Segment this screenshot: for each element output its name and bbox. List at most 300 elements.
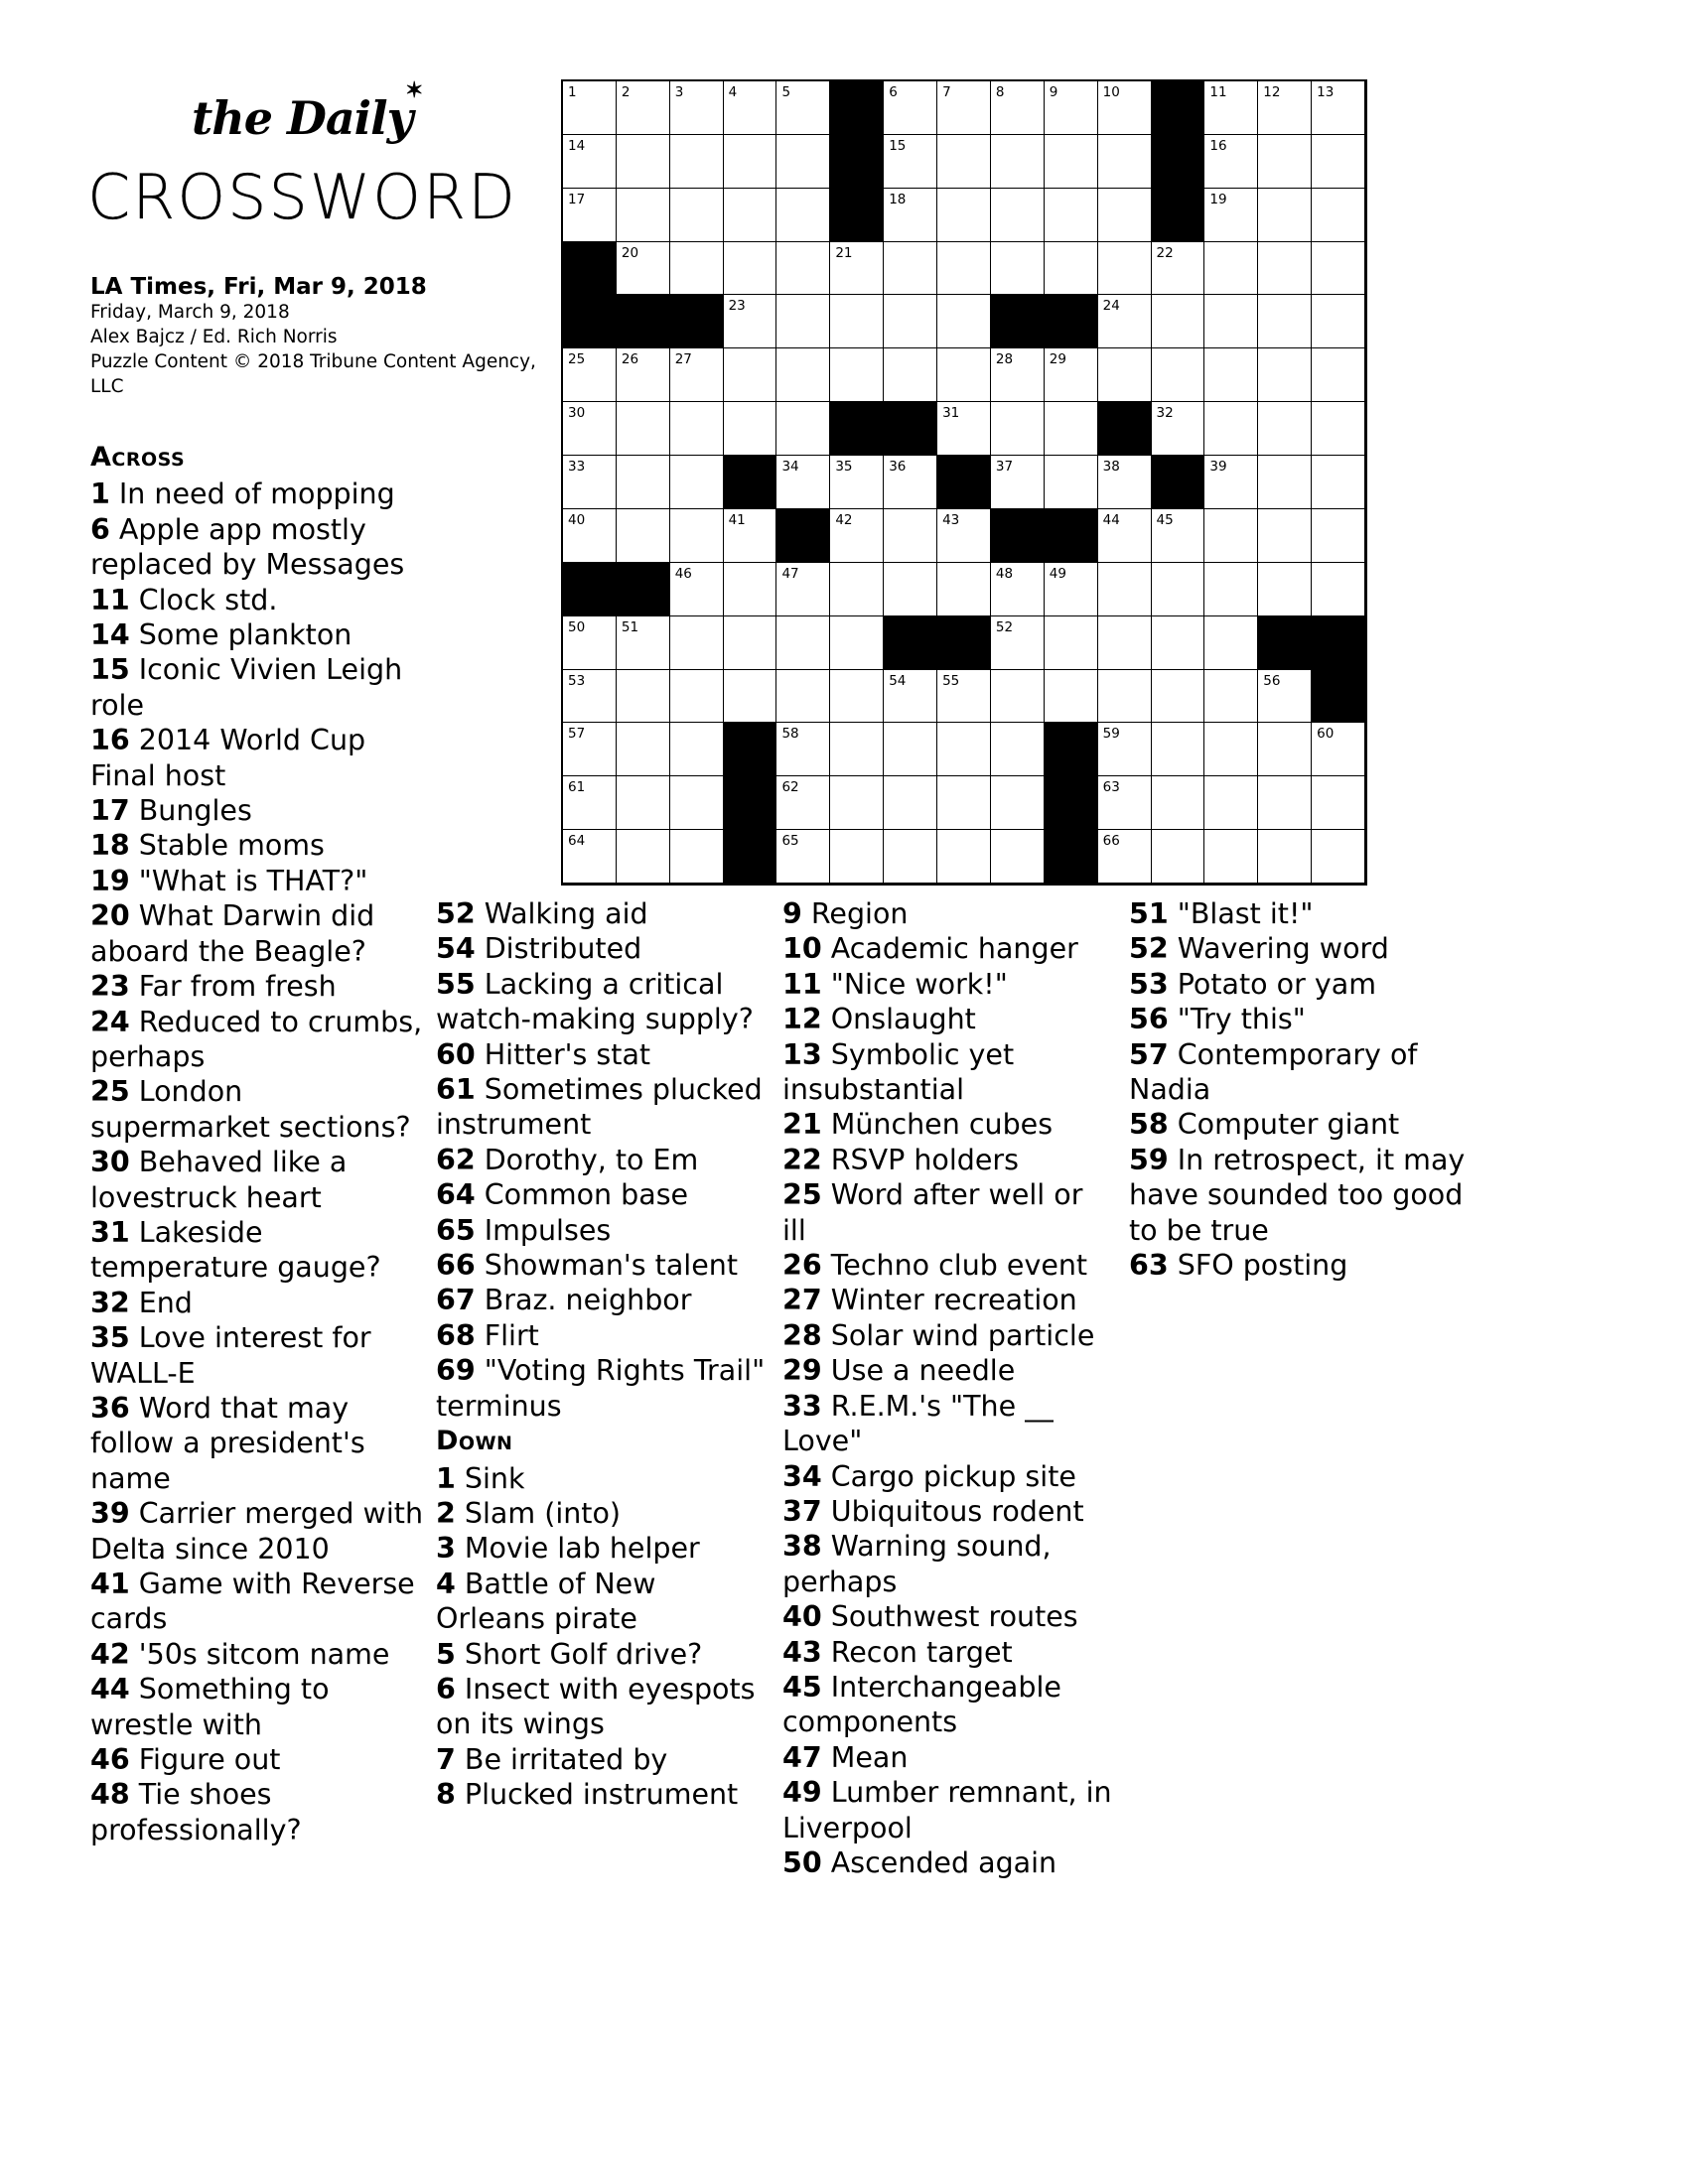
clue-item[interactable] (1129, 1002, 1477, 1036)
clue-item[interactable] (90, 1286, 423, 1320)
grid-cell[interactable] (937, 81, 991, 135)
grid-cell[interactable] (1258, 402, 1312, 456)
grid-cell[interactable] (776, 295, 830, 348)
clue-item[interactable] (782, 1037, 1115, 1108)
grid-cell[interactable] (1152, 776, 1205, 830)
grid-cell[interactable] (937, 402, 991, 456)
clue-item[interactable] (782, 1002, 1115, 1036)
grid-cell[interactable] (830, 563, 884, 616)
grid-cell[interactable] (776, 456, 830, 509)
clue-item[interactable] (436, 1496, 769, 1531)
clue-item[interactable] (782, 1107, 1115, 1142)
cell-number: 42 (835, 511, 853, 528)
grid-cell[interactable] (1152, 723, 1205, 776)
grid-cell[interactable] (1204, 723, 1258, 776)
grid-block (830, 402, 884, 456)
clue-item[interactable] (436, 1318, 769, 1353)
clue-item[interactable] (436, 896, 769, 931)
grid-cell[interactable] (670, 242, 724, 296)
clue-item[interactable] (90, 1777, 423, 1847)
grid-cell[interactable] (1204, 81, 1258, 135)
grid-cell[interactable] (991, 830, 1045, 884)
clue-number: 33 (782, 1389, 822, 1423)
grid-cell[interactable] (1258, 295, 1312, 348)
grid-cell[interactable] (1098, 456, 1152, 509)
clue-item[interactable] (90, 1391, 423, 1496)
cell-number: 62 (781, 779, 799, 796)
clue-item[interactable] (436, 931, 769, 966)
cell-number: 11 (1209, 84, 1227, 100)
grid-cell[interactable] (776, 402, 830, 456)
grid-cell[interactable] (1204, 189, 1258, 242)
grid-cell[interactable] (1045, 242, 1098, 296)
grid-cell[interactable] (1098, 723, 1152, 776)
grid-cell[interactable] (1098, 135, 1152, 189)
clue-item[interactable] (436, 1777, 769, 1812)
grid-cell[interactable] (830, 456, 884, 509)
clue-item[interactable] (90, 898, 423, 969)
grid-cell[interactable] (1098, 616, 1152, 670)
clue-item[interactable] (90, 512, 423, 583)
grid-cell[interactable] (1312, 348, 1365, 402)
grid-cell[interactable] (1098, 563, 1152, 616)
clue-item[interactable] (782, 967, 1115, 1002)
grid-cell[interactable] (776, 776, 830, 830)
clue-number: 47 (782, 1740, 822, 1774)
grid-cell[interactable] (830, 670, 884, 724)
clue-item[interactable] (90, 1496, 423, 1567)
clue-item[interactable] (782, 1177, 1115, 1248)
grid-cell[interactable] (670, 189, 724, 242)
clue-item[interactable] (90, 1005, 423, 1075)
clue-item[interactable] (782, 1845, 1115, 1880)
grid-cell[interactable] (724, 670, 777, 724)
grid-cell[interactable] (724, 348, 777, 402)
grid-cell[interactable] (1045, 670, 1098, 724)
clue-item[interactable] (1129, 931, 1477, 966)
grid-cell[interactable] (1204, 295, 1258, 348)
grid-cell[interactable] (617, 402, 670, 456)
grid-cell[interactable] (830, 509, 884, 563)
grid-cell[interactable] (776, 348, 830, 402)
grid-cell[interactable] (670, 456, 724, 509)
grid-cell[interactable] (1204, 509, 1258, 563)
grid-block (724, 776, 777, 830)
grid-cell[interactable] (1312, 242, 1365, 296)
grid-cell[interactable] (776, 242, 830, 296)
clue-item[interactable] (90, 1672, 423, 1742)
grid-cell[interactable] (1152, 563, 1205, 616)
grid-cell[interactable] (670, 563, 724, 616)
grid-cell[interactable] (1312, 456, 1365, 509)
grid-cell[interactable] (617, 81, 670, 135)
clue-item[interactable] (90, 1215, 423, 1286)
clue-text: Lakeside temperature gauge? (90, 1215, 381, 1285)
clue-item[interactable] (1129, 896, 1477, 931)
grid-block (1152, 456, 1205, 509)
clue-item[interactable] (782, 896, 1115, 931)
grid-cell[interactable] (617, 830, 670, 884)
grid-cell[interactable] (563, 723, 617, 776)
grid-cell[interactable] (1098, 509, 1152, 563)
clue-text: Behaved like a lovestruck heart (90, 1146, 348, 1214)
clue-item[interactable] (436, 1672, 769, 1742)
grid-cell[interactable] (884, 456, 937, 509)
grid-cell[interactable] (1098, 776, 1152, 830)
grid-cell[interactable] (991, 563, 1045, 616)
grid-cell[interactable] (1045, 135, 1098, 189)
grid-cell[interactable] (617, 723, 670, 776)
clue-number: 16 (90, 724, 130, 757)
clue-item[interactable] (782, 1459, 1115, 1494)
grid-cell[interactable] (670, 509, 724, 563)
grid-cell[interactable] (563, 509, 617, 563)
clue-item[interactable] (782, 1318, 1115, 1353)
grid-cell[interactable] (617, 670, 670, 724)
grid-cell[interactable] (563, 456, 617, 509)
grid-cell[interactable] (937, 563, 991, 616)
grid-cell[interactable] (1045, 456, 1098, 509)
grid-cell[interactable] (563, 830, 617, 884)
grid-cell[interactable] (563, 189, 617, 242)
clue-text: Love interest for WALL-E (90, 1321, 371, 1390)
grid-cell[interactable] (563, 670, 617, 724)
clue-text: Academic hanger (830, 932, 1078, 966)
grid-cell[interactable] (1258, 670, 1312, 724)
grid-cell[interactable] (991, 456, 1045, 509)
clue-item[interactable] (90, 969, 423, 1004)
clue-item[interactable] (90, 793, 423, 828)
grid-cell[interactable] (1152, 348, 1205, 402)
clue-item[interactable] (1129, 1107, 1477, 1142)
clue-number: 50 (782, 1845, 822, 1879)
clue-item[interactable] (90, 1742, 423, 1777)
clue-number: 17 (90, 794, 130, 828)
grid-cell[interactable] (563, 348, 617, 402)
clue-item[interactable] (90, 864, 423, 898)
grid-cell[interactable] (670, 81, 724, 135)
grid-cell[interactable] (1098, 295, 1152, 348)
grid-cell[interactable] (1045, 402, 1098, 456)
cell-number: 28 (995, 351, 1014, 368)
grid-cell[interactable] (937, 723, 991, 776)
grid-cell[interactable] (991, 348, 1045, 402)
grid-cell[interactable] (830, 348, 884, 402)
grid-cell[interactable] (617, 616, 670, 670)
grid-cell[interactable] (1045, 189, 1098, 242)
clue-text: Southwest routes (830, 1600, 1078, 1634)
clue-item[interactable] (1129, 1248, 1477, 1283)
grid-cell[interactable] (937, 242, 991, 296)
grid-cell[interactable] (776, 670, 830, 724)
grid-cell[interactable] (563, 135, 617, 189)
clue-item[interactable] (90, 477, 423, 511)
grid-cell[interactable] (1312, 295, 1365, 348)
grid-cell[interactable] (617, 189, 670, 242)
grid-cell[interactable] (776, 81, 830, 135)
clue-item[interactable] (436, 967, 769, 1037)
grid-cell[interactable] (830, 242, 884, 296)
grid-cell[interactable] (724, 509, 777, 563)
grid-block (1045, 776, 1098, 830)
grid-cell[interactable] (1258, 830, 1312, 884)
grid-cell[interactable] (884, 776, 937, 830)
grid-cell[interactable] (617, 135, 670, 189)
grid-cell[interactable] (991, 616, 1045, 670)
clue-item[interactable] (90, 1320, 423, 1391)
grid-cell[interactable] (776, 830, 830, 884)
puzzle-date: Friday, March 9, 2018 (90, 302, 290, 323)
grid-cell[interactable] (991, 723, 1045, 776)
clue-item[interactable] (436, 1072, 769, 1143)
grid-cell[interactable] (1258, 242, 1312, 296)
grid-cell[interactable] (1312, 135, 1365, 189)
grid-cell[interactable] (1312, 830, 1365, 884)
cell-number: 2 (621, 84, 631, 100)
grid-cell[interactable] (724, 135, 777, 189)
grid-cell[interactable] (617, 348, 670, 402)
clue-item[interactable] (782, 1670, 1115, 1740)
grid-cell[interactable] (1204, 616, 1258, 670)
grid-cell[interactable] (1312, 723, 1365, 776)
grid-cell[interactable] (1152, 242, 1205, 296)
grid-cell[interactable] (563, 402, 617, 456)
clue-item[interactable] (1129, 967, 1477, 1002)
grid-cell[interactable] (1098, 348, 1152, 402)
grid-cell[interactable] (937, 830, 991, 884)
clue-item[interactable] (782, 1353, 1115, 1388)
grid-cell[interactable] (1204, 135, 1258, 189)
clue-item[interactable] (436, 1637, 769, 1672)
cell-number: 30 (568, 405, 586, 422)
grid-cell[interactable] (670, 348, 724, 402)
clue-item[interactable] (782, 1494, 1115, 1529)
grid-cell[interactable] (724, 616, 777, 670)
grid-cell[interactable] (937, 295, 991, 348)
clue-item[interactable] (90, 1074, 423, 1145)
clue-item[interactable] (782, 1599, 1115, 1634)
grid-cell[interactable] (937, 348, 991, 402)
grid-cell[interactable] (670, 830, 724, 884)
grid-block (884, 616, 937, 670)
grid-cell[interactable] (1258, 135, 1312, 189)
clue-item[interactable] (436, 1177, 769, 1212)
clue-item[interactable] (436, 1531, 769, 1566)
grid-cell[interactable] (830, 616, 884, 670)
grid-cell[interactable] (776, 723, 830, 776)
grid-cell[interactable] (884, 723, 937, 776)
grid-cell[interactable] (830, 830, 884, 884)
grid-cell[interactable] (937, 509, 991, 563)
grid-cell[interactable] (1152, 670, 1205, 724)
cell-number: 56 (1263, 672, 1281, 689)
grid-cell[interactable] (1312, 509, 1365, 563)
grid-cell[interactable] (1045, 348, 1098, 402)
grid-cell[interactable] (776, 189, 830, 242)
grid-cell[interactable] (1045, 563, 1098, 616)
grid-cell[interactable] (1204, 670, 1258, 724)
grid-cell[interactable] (884, 135, 937, 189)
grid-cell[interactable] (1152, 509, 1205, 563)
grid-cell[interactable] (1312, 402, 1365, 456)
grid-cell[interactable] (991, 135, 1045, 189)
grid-cell[interactable] (884, 348, 937, 402)
grid-cell[interactable] (1152, 616, 1205, 670)
grid-cell[interactable] (1045, 616, 1098, 670)
grid-cell[interactable] (1204, 563, 1258, 616)
clue-item[interactable] (90, 828, 423, 863)
grid-cell[interactable] (776, 563, 830, 616)
grid-cell[interactable] (617, 456, 670, 509)
grid-block (1045, 723, 1098, 776)
grid-cell[interactable] (563, 616, 617, 670)
clue-item[interactable] (782, 1248, 1115, 1283)
grid-cell[interactable] (884, 295, 937, 348)
grid-cell[interactable] (991, 402, 1045, 456)
clue-item[interactable] (436, 1037, 769, 1072)
grid-cell[interactable] (670, 723, 724, 776)
grid-cell[interactable] (1045, 81, 1098, 135)
grid-cell[interactable] (1312, 563, 1365, 616)
grid-cell[interactable] (991, 81, 1045, 135)
grid-cell[interactable] (991, 670, 1045, 724)
grid-block (830, 135, 884, 189)
clue-item[interactable] (782, 1775, 1115, 1845)
grid-cell[interactable] (1152, 295, 1205, 348)
clue-item[interactable] (90, 1567, 423, 1637)
grid-cell[interactable] (884, 509, 937, 563)
clue-item[interactable] (1129, 1143, 1477, 1248)
cell-number: 10 (1102, 84, 1120, 100)
clue-item[interactable] (90, 723, 423, 793)
grid-cell[interactable] (1204, 402, 1258, 456)
grid-cell[interactable] (1204, 242, 1258, 296)
grid-cell[interactable] (1258, 723, 1312, 776)
grid-cell[interactable] (991, 189, 1045, 242)
grid-cell[interactable] (991, 242, 1045, 296)
grid-cell[interactable] (1258, 189, 1312, 242)
clue-item[interactable] (782, 1529, 1115, 1599)
grid-cell[interactable] (830, 295, 884, 348)
grid-cell[interactable] (670, 135, 724, 189)
grid-cell[interactable] (1098, 830, 1152, 884)
clue-item[interactable] (436, 1461, 769, 1496)
clue-item[interactable] (782, 1740, 1115, 1775)
clue-text: SFO posting (1177, 1249, 1348, 1283)
grid-cell[interactable] (1312, 189, 1365, 242)
grid-cell[interactable] (724, 563, 777, 616)
grid-cell[interactable] (776, 616, 830, 670)
clue-item[interactable] (436, 1213, 769, 1248)
cell-number: 53 (568, 672, 586, 689)
grid-cell[interactable] (1204, 456, 1258, 509)
grid-cell[interactable] (1204, 830, 1258, 884)
grid-cell[interactable] (1152, 830, 1205, 884)
grid-cell[interactable] (1152, 402, 1205, 456)
clue-text: Warning sound, perhaps (782, 1530, 1052, 1598)
grid-cell[interactable] (1098, 670, 1152, 724)
grid-cell[interactable] (670, 616, 724, 670)
clue-item[interactable] (436, 1742, 769, 1777)
clue-item[interactable] (90, 617, 423, 652)
grid-cell[interactable] (617, 242, 670, 296)
grid-cell[interactable] (724, 242, 777, 296)
grid-cell[interactable] (724, 81, 777, 135)
clue-item[interactable] (1129, 1037, 1477, 1108)
grid-cell[interactable] (830, 723, 884, 776)
grid-cell[interactable] (937, 670, 991, 724)
clue-item[interactable] (90, 652, 423, 723)
grid-cell[interactable] (884, 670, 937, 724)
grid-cell[interactable] (1312, 776, 1365, 830)
grid-cell[interactable] (670, 776, 724, 830)
grid-cell[interactable] (884, 189, 937, 242)
grid-cell[interactable] (884, 242, 937, 296)
grid-cell[interactable] (670, 402, 724, 456)
clue-item[interactable] (782, 1389, 1115, 1459)
clue-item[interactable] (436, 1567, 769, 1637)
grid-cell[interactable] (884, 830, 937, 884)
grid-block (937, 616, 991, 670)
grid-cell[interactable] (1258, 81, 1312, 135)
grid-cell[interactable] (563, 776, 617, 830)
clue-item[interactable] (90, 583, 423, 617)
clue-number: 13 (782, 1037, 822, 1071)
grid-cell[interactable] (724, 189, 777, 242)
grid-cell[interactable] (1204, 348, 1258, 402)
grid-cell[interactable] (884, 81, 937, 135)
grid-cell[interactable] (1204, 776, 1258, 830)
clue-item[interactable] (90, 1145, 423, 1215)
clue-item[interactable] (436, 1248, 769, 1283)
grid-cell[interactable] (1258, 563, 1312, 616)
clue-item[interactable] (436, 1283, 769, 1317)
grid-cell[interactable] (1312, 81, 1365, 135)
grid-cell[interactable] (776, 135, 830, 189)
grid-cell[interactable] (1258, 776, 1312, 830)
grid-cell[interactable] (884, 563, 937, 616)
clue-number: 8 (436, 1778, 456, 1812)
grid-cell[interactable] (617, 776, 670, 830)
grid-cell[interactable] (617, 509, 670, 563)
grid-cell[interactable] (937, 135, 991, 189)
grid-cell[interactable] (937, 776, 991, 830)
clue-item[interactable] (436, 1353, 769, 1424)
grid-cell[interactable] (1098, 242, 1152, 296)
grid-cell[interactable] (563, 81, 617, 135)
grid-block (1312, 616, 1365, 670)
cell-number: 46 (674, 565, 692, 582)
grid-cell[interactable] (991, 776, 1045, 830)
clue-item[interactable] (436, 1143, 769, 1177)
grid-cell[interactable] (724, 402, 777, 456)
grid-cell[interactable] (1098, 81, 1152, 135)
clue-item[interactable] (782, 1143, 1115, 1177)
grid-cell[interactable] (1258, 348, 1312, 402)
clue-text: Ascended again (830, 1845, 1057, 1879)
clue-item[interactable] (782, 1283, 1115, 1317)
clue-item[interactable] (90, 1637, 423, 1672)
grid-cell[interactable] (830, 776, 884, 830)
clue-item[interactable] (782, 931, 1115, 966)
clue-item[interactable] (782, 1635, 1115, 1670)
grid-cell[interactable] (937, 189, 991, 242)
grid-cell[interactable] (724, 295, 777, 348)
grid-cell[interactable] (670, 670, 724, 724)
grid-cell[interactable] (1098, 189, 1152, 242)
grid-cell[interactable] (1258, 456, 1312, 509)
grid-cell[interactable] (1258, 509, 1312, 563)
